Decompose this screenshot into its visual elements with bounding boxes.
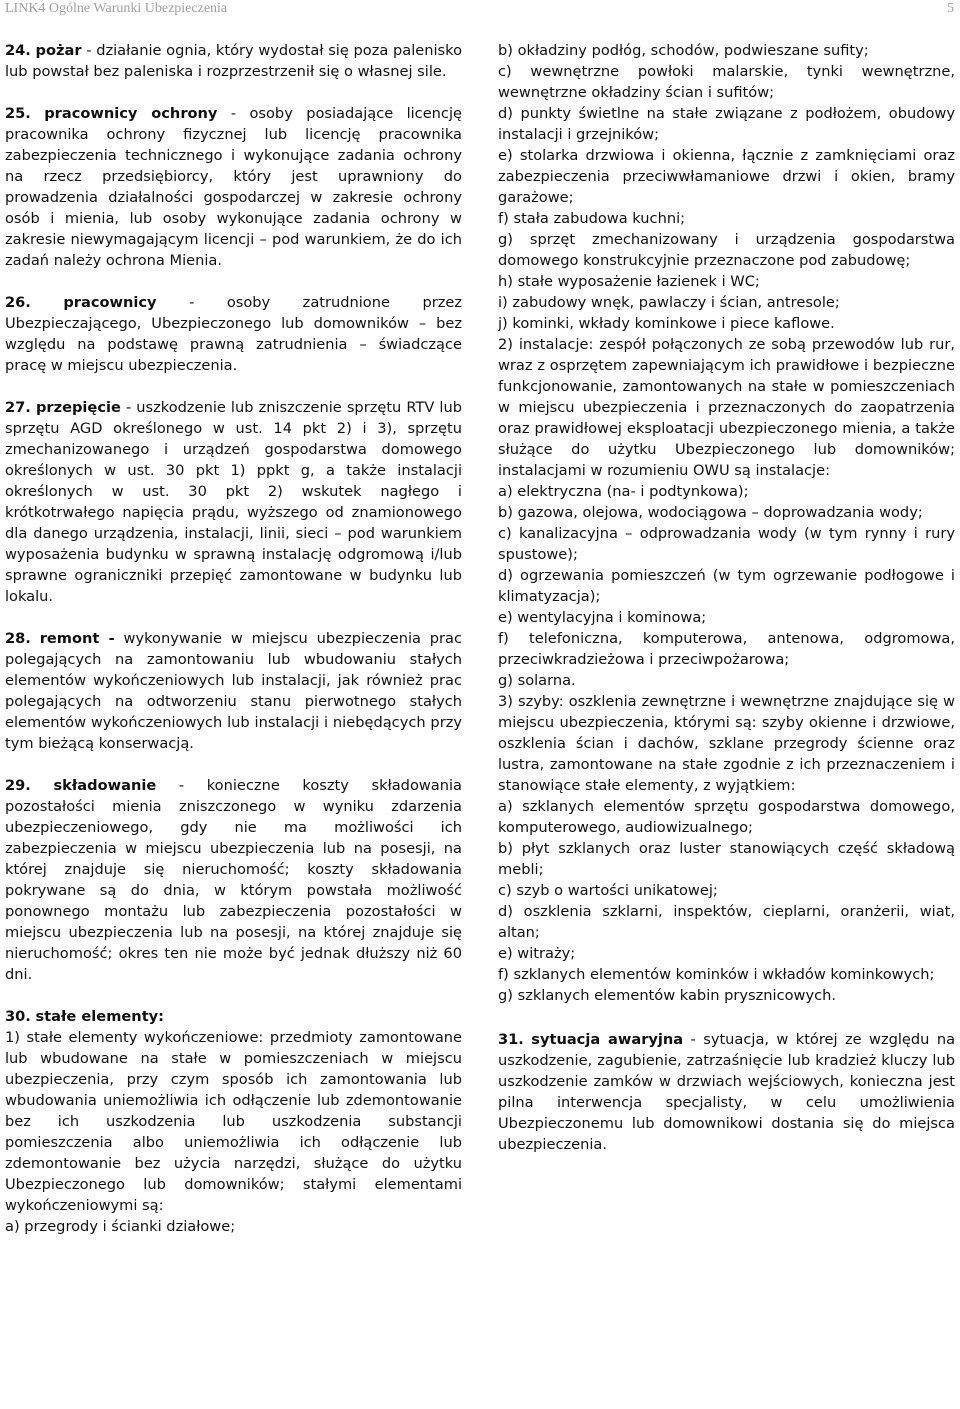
definition-number: 25. xyxy=(5,105,31,122)
definition-26 xyxy=(5,292,462,376)
definition-24 xyxy=(5,40,462,82)
definition-number: 27. xyxy=(5,399,31,416)
page-header xyxy=(5,0,954,18)
right-column xyxy=(498,40,955,1155)
installations-paragraph: 2) instalacje: zespół połączonych ze sobą przewodów lub rur, wraz z osprzętem zapewniającym ich prawidłowe i bezpieczne funkcjonowanie, zamontowanych na stałe w pomieszczeniach w miejscu ubezpieczenia i przeznaczonych do zaopatrzenia oraz prawidłowej eksploatacji ubezpieczonego mienia, a także służące do użytku Ubezpieczonego lub domowników; instalacjami w rozumieniu OWU są instalacje: xyxy=(498,336,955,479)
list-item: b) okładziny podłóg, schodów, podwieszane sufity; xyxy=(498,42,869,59)
list-item: f) stała zabudowa kuchni; xyxy=(498,210,686,227)
list-item: a) elektryczna (na- i podtynkowa); xyxy=(498,483,749,500)
definition-28 xyxy=(5,628,462,754)
definition-text: - osoby posiadające licencję pracownika ochrony fizycznej lub licencję pracownika zabezpieczenia technicznego i wykonujące zadania ochrony na rzecz przedsiębiorcy, który jest uprawniony do prowadzenia działalności gospodarczej w zakresie ochrony osób i mienia, lub osoby wykonujące zadania ochrony w zakresie niewymagającym licencji – pod warunkiem, że do ich zadań należy ochrona Mienia. xyxy=(5,105,462,269)
definition-text: - uszkodzenie lub zniszczenie sprzętu RTV lub sprzętu AGD określonego w ust. 14 pkt 2) i 3), sprzętu zmechanizowanego i urządzeń gospodarstwa domowego określonych w ust. 30 pkt 1) ppkt g, a także instalacji określonych w ust. 30 pkt 2) wskutek nagłego i krótkotrwałego napięcia prądu, wyższego od znamionowego dla danego urządzenia, instalacji, linii, sieci – pod warunkiem wyposażenia budynku w sprawną instalację odgromową i/lub sprawne ograniczniki przepięć zamontowane w budynku lub lokalu. xyxy=(5,399,462,605)
list-item: f) szklanych elementów kominków i wkładów kominkowych; xyxy=(498,966,935,983)
definition-number: 29. xyxy=(5,777,31,794)
definition-term: pożar xyxy=(35,42,82,59)
definition-25 xyxy=(5,103,462,271)
definition-term: sytuacja awaryjna xyxy=(531,1031,684,1048)
list-item: h) stałe wyposażenie łazienek i WC; xyxy=(498,273,760,290)
definition-text: - działanie ognia, który wydostał się poza palenisko lub powstał bez paleniska i rozprzestrzenił się o własnej sile. xyxy=(5,42,463,80)
glass-paragraph: 3) szyby: oszklenia zewnętrzne i wewnętrzne znajdujące się w miejscu ubezpieczenia, którymi są: szyby okienne i drzwiowe, oszklenia ścian i dachów, szklane przegrody ścienne oraz lustra, zamontowane na stałe zgodnie z ich przeznaczeniem i stanowiące stałe elementy, z wyjątkiem: xyxy=(498,693,955,794)
list-item: f) telefoniczna, komputerowa, antenowa, odgromowa, przeciwkradzieżowa i przeciwpożarowa; xyxy=(498,630,955,668)
list-item: e) witraży; xyxy=(498,945,576,962)
definition-30 xyxy=(5,1006,462,1027)
list-item: g) sprzęt zmechanizowany i urządzenia gospodarstwa domowego konstrukcyjnie przeznaczone pod zabudowę; xyxy=(498,231,955,269)
definition-number: 26. xyxy=(5,294,31,311)
list-item: g) szklanych elementów kabin prysznicowych. xyxy=(498,987,837,1004)
list-item: d) oszklenia szklarni, inspektów, cieplarni, oranżerii, wiat, altan; xyxy=(498,903,955,941)
definition-29 xyxy=(5,775,462,985)
list-item: c) kanalizacyjna – odprowadzania wody (w tym rynny i rury spustowe); xyxy=(498,525,955,563)
list-item: j) kominki, wkłady kominkowe i piece kaflowe. xyxy=(498,315,835,332)
list-item: c) wewnętrzne powłoki malarskie, tynki wewnętrzne, wewnętrzne okładziny ścian i sufitów; xyxy=(498,63,955,101)
definition-31 xyxy=(498,1029,955,1155)
document-title: LINK4 Ogólne Warunki Ubezpieczenia xyxy=(5,1,228,16)
list-item: c) szyb o wartości unikatowej; xyxy=(498,882,718,899)
list-item: d) ogrzewania pomieszczeń (w tym ogrzewanie podłogowe i klimatyzacja); xyxy=(498,567,955,605)
definition-term: przepięcie xyxy=(35,399,121,416)
definition-term: pracownicy ochrony xyxy=(44,105,218,122)
page-number: 5 xyxy=(947,1,954,16)
list-item: e) stolarka drzwiowa i okienna, łącznie z zamknięciami oraz zabezpieczenia przeciwwłamaniowe drzwi i okien, bramy garażowe; xyxy=(498,147,955,206)
definition-number: 28. xyxy=(5,630,31,647)
list-item: e) wentylacyjna i kominowa; xyxy=(498,609,707,626)
definition-number: 24. xyxy=(5,42,31,59)
definition-term: stałe elementy: xyxy=(35,1008,165,1025)
definition-term: remont - xyxy=(39,630,115,647)
list-item: b) płyt szklanych oraz luster stanowiących część składową mebli; xyxy=(498,840,955,878)
definition-number: 30. xyxy=(5,1008,31,1025)
list-item: a) przegrody i ścianki działowe; xyxy=(5,1218,236,1235)
definition-27 xyxy=(5,397,462,607)
list-item: i) zabudowy wnęk, pawlaczy i ścian, antresole; xyxy=(498,294,840,311)
definition-text: - konieczne koszty składowania pozostałości mienia zniszczonego w wyniku zdarzenia ubezpieczeniowego, gdy nie ma możliwości ich zabezpieczenia w miejscu ubezpieczenia lub na posesji, na której znajduje się nieruchomość; koszty składowania pokrywane są do dnia, w którym powstała możliwość ponownego montażu lub zabezpieczenia pozostałości w miejscu ubezpieczenia lub na posesji, na której znajduje się nieruchomość; okres ten nie może być jednak dłuższy niż 60 dni. xyxy=(5,777,462,983)
left-column xyxy=(5,40,462,1237)
definition-text: - osoby zatrudnione przez Ubezpieczającego, Ubezpieczonego lub domowników – bez względu na podstawę prawną zatrudnienia – świadczące pracę w miejscu ubezpieczenia. xyxy=(5,294,463,374)
list-item: d) punkty świetlne na stałe związane z podłożem, obudowy instalacji i grzejników; xyxy=(498,105,955,143)
fixed-finishing-elements-paragraph: 1) stałe elementy wykończeniowe: przedmioty zamontowane lub wbudowane na stałe w pomieszczeniach w miejscu ubezpieczenia, przy czym sposób ich zamontowania lub wbudowania uniemożliwia ich odłączenie lub zdemontowanie bez ich uszkodzenia lub uszkodzenia substancji pomieszczenia albo uniemożliwia ich odłączenie lub zdemontowanie bez użycia narzędzi, służące do użytku Ubezpieczonego lub domowników; stałymi elementami wykończeniowymi są: xyxy=(5,1029,462,1214)
list-item: g) solarna. xyxy=(498,672,576,689)
definition-text: - sytuacja, w której ze względu na uszkodzenie, zagubienie, zatrzaśnięcie lub kradzież kluczy lub uszkodzenie zamków w drzwiach wejściowych, konieczna jest pilna interwencja specjalisty, w celu umożliwienia Ubezpieczonemu lub domownikowi dostania się do miejsca ubezpieczenia. xyxy=(498,1031,956,1153)
definition-term: pracownicy xyxy=(63,294,157,311)
definition-number: 31. xyxy=(498,1031,524,1048)
definition-term: składowanie xyxy=(53,777,157,794)
list-item: a) szklanych elementów sprzętu gospodarstwa domowego, komputerowego, audiowizualnego; xyxy=(498,798,955,836)
definition-text: wykonywanie w miejscu ubezpieczenia prac polegających na zamontowaniu lub wbudowaniu stałych elementów wykończeniowych lub instalacji, jak również prac polegających na odtworzeniu stanu pierwotnego stałych elementów wykończeniowych lub instalacji i niebędących przy tym bieżącą konserwacją. xyxy=(5,630,462,752)
list-item: b) gazowa, olejowa, wodociągowa – doprowadzania wody; xyxy=(498,504,923,521)
